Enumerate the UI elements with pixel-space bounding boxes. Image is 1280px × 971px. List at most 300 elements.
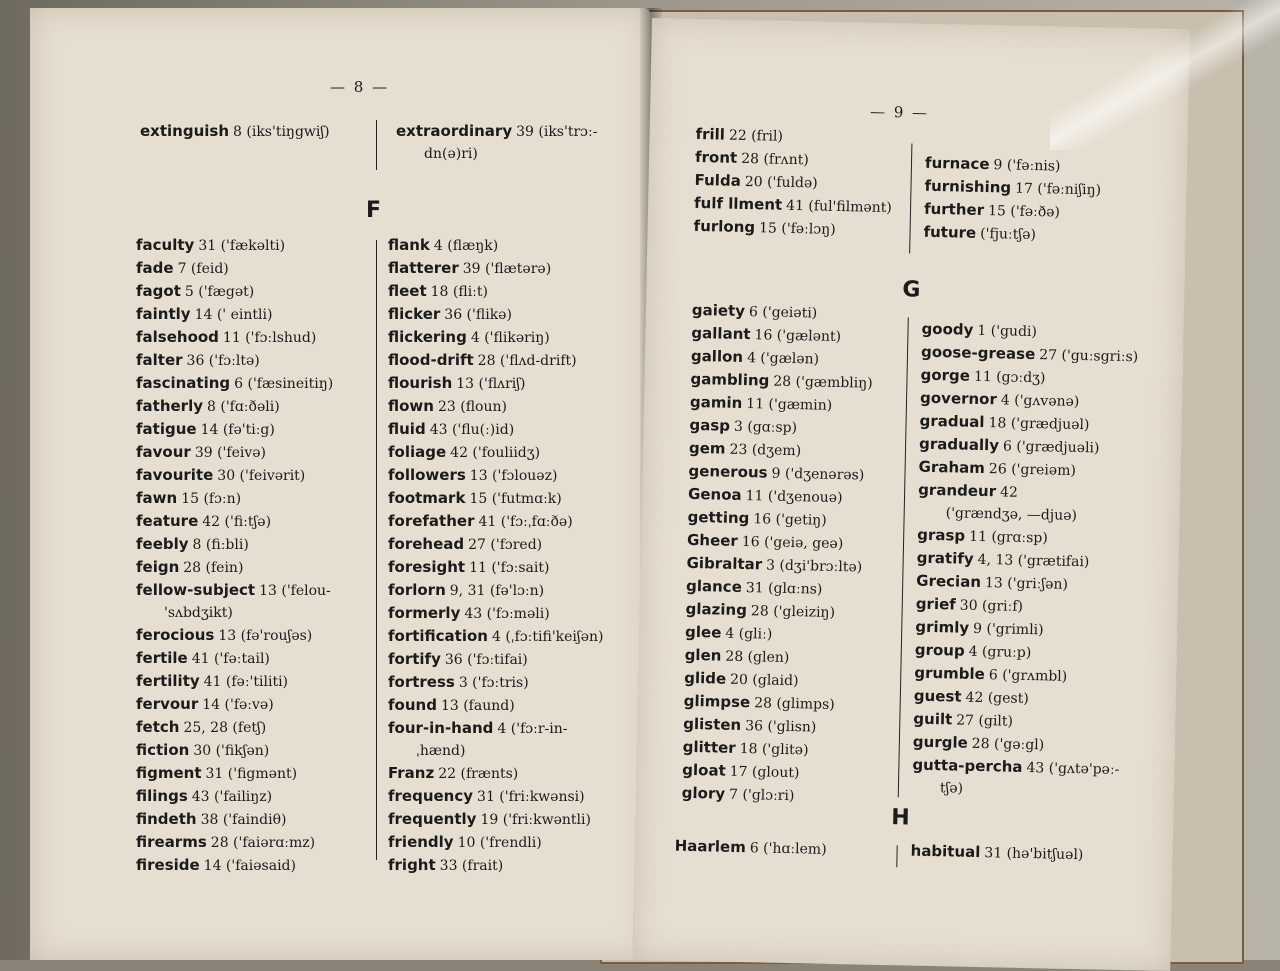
entry-headword: foresight: [388, 558, 466, 576]
dictionary-entry: [136, 579, 333, 624]
entry-pronunciation: 28 (fein): [183, 560, 244, 576]
entry-headword: feign: [136, 558, 180, 576]
entry-headword: forefather: [388, 512, 475, 530]
entry-continuation: 'sʌbdʒikt): [164, 605, 233, 621]
dictionary-entry: [388, 464, 628, 487]
dictionary-entry: [136, 716, 333, 739]
entry-pronunciation: 43 ('fɔːməli): [464, 606, 550, 622]
entry-headword: footmark: [388, 489, 466, 507]
entry-headword: fawn: [136, 489, 178, 507]
dictionary-entry: [136, 510, 333, 533]
entry-pronunciation: 39 (iks'trɔː-: [516, 124, 598, 140]
entry-headword: fade: [136, 259, 174, 277]
entry-headword: further: [923, 199, 985, 219]
entry-headword: flatterer: [388, 259, 459, 277]
entry-headword: fellow-subject: [136, 581, 256, 599]
entry-pronunciation: 11 (gɔːdʒ): [973, 368, 1046, 387]
entry-pronunciation: 26 ('greiəm): [988, 461, 1077, 479]
entry-pronunciation: 5 ('fægət): [184, 284, 255, 300]
f-entries-col1: [693, 123, 893, 242]
entry-headword: glance: [685, 576, 743, 597]
entry-headword: fatigue: [136, 420, 197, 438]
entry-pronunciation: 14 ('faiəsaid): [203, 858, 296, 874]
entry-pronunciation: 7 (feid): [177, 261, 229, 277]
entry-headword: gem: [688, 438, 726, 458]
entry-pronunciation: 42: [999, 484, 1019, 501]
entry-pronunciation: 31 ('fækəlti): [198, 238, 286, 254]
entry-headword: grimly: [915, 617, 970, 637]
entry-pronunciation: 33 (frait): [439, 858, 504, 874]
column-rule: [909, 143, 912, 253]
entry-headword: grumble: [914, 663, 986, 684]
entry-headword: Fulda: [694, 170, 741, 190]
entry-headword: formerly: [388, 604, 461, 622]
entry-pronunciation: 9 ('dʒenərəs): [771, 465, 865, 484]
dictionary-entry: [136, 441, 333, 464]
entry-pronunciation: 42 ('fouliidʒ): [450, 445, 541, 461]
section-letter-g: G: [902, 277, 921, 303]
entry-pronunciation: 14 ('fəːvə): [202, 697, 274, 713]
entry-headword: gallant: [691, 323, 751, 344]
entry-pronunciation: 23 (dʒem): [729, 441, 802, 460]
g-entries-col2: [912, 318, 1172, 804]
entry-pronunciation: 27 ('fɔred): [468, 537, 543, 553]
left-page: [30, 8, 650, 960]
entry-pronunciation: 4 ('fɔːr-in-: [497, 721, 568, 737]
entry-headword: fortress: [388, 673, 455, 691]
dictionary-entry: [388, 694, 628, 717]
entry-headword: Franz: [388, 764, 435, 782]
entry-pronunciation: 42 ('fiːtʃə): [202, 514, 272, 530]
entry-headword: forlorn: [388, 581, 446, 599]
dictionary-entry: [388, 785, 628, 808]
entry-pronunciation: 27 (gilt): [956, 712, 1014, 730]
dictionary-entry: [388, 854, 628, 877]
dictionary-entry: [388, 625, 628, 648]
entry-pronunciation: 43 ('gʌtə'pəː-: [1026, 760, 1120, 778]
dictionary-entry: [388, 418, 628, 441]
entry-headword: flourish: [388, 374, 453, 392]
entry-pronunciation: 3 ('fɔːtris): [458, 675, 529, 691]
entry-headword: extraordinary: [396, 122, 513, 140]
dictionary-entry: [674, 835, 826, 861]
dictionary-entry: [388, 303, 628, 326]
entry-headword: fortification: [388, 627, 488, 645]
entry-headword: future: [923, 222, 977, 242]
entry-pronunciation: 6 ('grʌmbl): [988, 667, 1068, 685]
entry-headword: faintly: [136, 305, 191, 323]
entry-headword: favour: [136, 443, 191, 461]
entry-headword: fright: [388, 856, 436, 874]
entry-pronunciation: 13 ('griːʃən): [984, 575, 1069, 593]
entry-pronunciation: 9 ('grimli): [972, 620, 1044, 639]
entry-headword: fertile: [136, 649, 188, 667]
entry-pronunciation: 13 (faund): [440, 698, 515, 714]
page-number: — 9 —: [869, 102, 930, 122]
dictionary-entry: [388, 441, 628, 464]
entry-pronunciation: 11 ('dʒenouə): [745, 488, 843, 507]
entry-pronunciation: 28 (frʌnt): [740, 150, 809, 169]
entry-pronunciation: 43 ('flu(ː)id): [429, 422, 515, 438]
entry-pronunciation: 15 ('fəːlɔŋ): [758, 220, 836, 238]
entry-pronunciation: 31 ('friːkwənsi): [477, 789, 585, 805]
entry-pronunciation: 13 ('fɔlouəz): [469, 468, 558, 484]
light-glare: [1050, 0, 1280, 150]
entry-headword: furlong: [693, 216, 756, 237]
entry-headword: gradual: [919, 411, 985, 432]
entry-pronunciation: 3 (dʒi'brɔːltə): [765, 557, 863, 576]
dictionary-entry: [388, 280, 628, 303]
dictionary-entry: [136, 303, 333, 326]
entry-pronunciation: 41 ('fəːtail): [191, 651, 270, 667]
dictionary-entry: [910, 840, 1083, 867]
entry-pronunciation: 28 ('gəːgl): [971, 735, 1045, 754]
entry-headword: filings: [136, 787, 188, 805]
h-entries-col1: [674, 835, 826, 861]
entry-pronunciation: 9, 31 (fə'lɔːn): [449, 583, 545, 599]
entry-headword: frequency: [388, 787, 474, 805]
dictionary-entry: [388, 556, 628, 579]
entry-pronunciation: 36 ('glisn): [745, 718, 817, 736]
dictionary-entry: [136, 808, 333, 831]
column-rule: [376, 240, 377, 860]
dictionary-entry: [136, 418, 333, 441]
entry-pronunciation: 3 (gɑːsp): [733, 418, 798, 437]
dictionary-entry: [136, 556, 333, 579]
entry-headword: grandeur: [917, 480, 997, 501]
dictionary-entry: [136, 624, 333, 647]
dictionary-entry: [388, 326, 628, 349]
entry-headword: gratify: [916, 548, 974, 568]
entry-headword: fluid: [388, 420, 426, 438]
dictionary-entry: [388, 395, 628, 418]
dictionary-entry: [388, 602, 628, 625]
dictionary-entry: [136, 739, 333, 762]
entry-headword: fertility: [136, 672, 200, 690]
dictionary-entry: [136, 647, 333, 670]
entry-headword: glitter: [682, 737, 736, 757]
entry-continuation: ('grændʒə, —djuə): [945, 505, 1078, 525]
entry-pronunciation: 15 (fɔːn): [181, 491, 242, 507]
dictionary-entry: [388, 831, 628, 854]
entry-headword: Gheer: [686, 530, 739, 550]
dictionary-entry: [136, 257, 333, 280]
entry-headword: gallon: [690, 346, 744, 366]
entry-headword: flown: [388, 397, 434, 415]
entry-continuation: tʃə): [939, 780, 964, 797]
top-entries-col1: [140, 120, 330, 143]
entry-pronunciation: 20 (glaid): [729, 671, 799, 690]
column-rule: [896, 845, 897, 867]
entry-pronunciation: 14 (' eintli): [194, 307, 273, 323]
entry-headword: firearms: [136, 833, 207, 851]
entry-pronunciation: 7 ('glɔːri): [728, 786, 795, 805]
dictionary-entry: [140, 120, 330, 143]
entry-pronunciation: 43 ('failiŋz): [191, 789, 273, 805]
entry-headword: flicker: [388, 305, 441, 323]
entry-pronunciation: 8 ('fɑːðəli): [207, 399, 280, 415]
entry-pronunciation: 4 ('flikəriŋ): [470, 330, 550, 346]
entry-headword: findeth: [136, 810, 197, 828]
dictionary-entry: [388, 487, 628, 510]
dictionary-entry: [388, 510, 628, 533]
entry-headword: gradually: [918, 434, 1000, 455]
entry-headword: flood-drift: [388, 351, 474, 369]
entry-headword: fatherly: [136, 397, 203, 415]
dictionary-entry: [136, 533, 333, 556]
entry-headword: habitual: [910, 841, 981, 862]
dictionary-entry: [396, 120, 616, 165]
entry-pronunciation: 6 ('fæsineitiŋ): [234, 376, 334, 392]
entry-headword: gaiety: [691, 300, 746, 321]
entry-pronunciation: 10 ('frendli): [457, 835, 542, 851]
entry-pronunciation: 18 ('glitə): [739, 740, 809, 759]
dictionary-entry: [136, 831, 333, 854]
entry-headword: fiction: [136, 741, 190, 759]
entry-headword: governor: [919, 388, 998, 409]
entry-pronunciation: 4 ('gʌvənə): [1000, 392, 1080, 411]
entry-pronunciation: 11 ('fɔːsait): [469, 560, 550, 576]
dictionary-entry: [388, 349, 628, 372]
entry-headword: faculty: [136, 236, 195, 254]
dictionary-entry: [388, 579, 628, 602]
entry-pronunciation: 42 (gest): [965, 689, 1029, 708]
entry-headword: flickering: [388, 328, 467, 346]
dictionary-entry: [388, 762, 628, 785]
entry-pronunciation: 11 ('gæmin): [746, 396, 833, 414]
dictionary-entry: [136, 487, 333, 510]
entry-pronunciation: 4 (flæŋk): [433, 238, 499, 254]
dictionary-entry: [388, 717, 628, 762]
dictionary-entry: [388, 671, 628, 694]
entry-headword: furnace: [924, 153, 990, 174]
entry-headword: guilt: [913, 709, 953, 729]
entry-pronunciation: 28 ('faiərɑːmz): [210, 835, 316, 851]
dictionary-entry: [388, 234, 628, 257]
dictionary-entry: [682, 782, 865, 809]
entry-headword: feature: [136, 512, 199, 530]
entry-pronunciation: 4 (gliː): [725, 625, 773, 643]
entry-headword: glazing: [685, 599, 748, 620]
entry-pronunciation: 13 ('felou-: [259, 583, 331, 599]
entry-pronunciation: 16 ('gælənt): [754, 327, 842, 346]
entry-continuation: dn(ə)ri): [424, 146, 478, 162]
entry-pronunciation: 16 ('geiə, geə): [741, 533, 844, 553]
dictionary-entry: [912, 754, 1163, 804]
entry-pronunciation: 28 ('flʌd-drift): [477, 353, 577, 369]
entry-pronunciation: 9 ('fəːnis): [993, 157, 1061, 175]
entry-pronunciation: 18 (fliːt): [430, 284, 488, 300]
entry-pronunciation: 6 ('grædjuəli): [1002, 438, 1100, 457]
g-entries-col1: [682, 299, 875, 809]
entry-pronunciation: 1 ('gudi): [977, 322, 1038, 341]
dictionary-entry: [388, 533, 628, 556]
entry-pronunciation: 27 ('guːsgriːs): [1039, 347, 1139, 366]
entry-headword: falsehood: [136, 328, 219, 346]
entry-pronunciation: 41 (ful'filmənt): [785, 197, 893, 217]
entry-pronunciation: 4, 13 ('grætifai): [977, 551, 1090, 571]
entry-headword: feebly: [136, 535, 189, 553]
entry-pronunciation: 41 (fəː'tiliti): [203, 674, 289, 690]
entry-headword: gurgle: [912, 732, 968, 752]
dictionary-entry: [136, 372, 333, 395]
column-rule: [898, 317, 909, 797]
entry-headword: Graham: [918, 457, 986, 478]
entry-headword: fervour: [136, 695, 199, 713]
entry-headword: goody: [921, 319, 974, 339]
entry-pronunciation: 20 ('fuldə): [744, 173, 818, 192]
entry-headword: gambling: [690, 369, 770, 390]
entry-headword: gamin: [689, 392, 743, 412]
dictionary-entry: [136, 280, 333, 303]
entry-headword: fetch: [136, 718, 180, 736]
entry-pronunciation: 4 (gruːp): [968, 643, 1032, 662]
entries-col1: [136, 234, 333, 877]
entry-headword: four-in-hand: [388, 719, 494, 737]
entry-pronunciation: 30 ('feivərit): [217, 468, 306, 484]
top-entries-col2: [396, 120, 616, 165]
entry-headword: furnishing: [924, 176, 1012, 197]
entry-pronunciation: 36 ('fɔːltə): [186, 353, 260, 369]
entry-pronunciation: 17 (glout): [729, 763, 800, 782]
entry-pronunciation: 28 (glimps): [754, 695, 835, 713]
dictionary-entry: [136, 762, 333, 785]
entry-pronunciation: 13 ('flʌriʃ): [456, 376, 526, 392]
entry-headword: goose-grease: [920, 342, 1036, 364]
entry-headword: grief: [915, 594, 956, 614]
entry-headword: guest: [913, 686, 962, 706]
entry-pronunciation: 16 ('getiŋ): [753, 511, 827, 529]
entry-headword: getting: [687, 507, 750, 528]
entry-pronunciation: 19 ('friːkwəntli): [480, 812, 591, 828]
dictionary-entry: [388, 257, 628, 280]
entry-pronunciation: 15 ('fəːðə): [987, 203, 1061, 221]
entry-headword: Gibraltar: [686, 553, 763, 574]
entries-col2: [388, 234, 628, 877]
entry-pronunciation: 39 ('feivə): [194, 445, 266, 461]
column-rule: [376, 120, 377, 170]
entry-headword: falter: [136, 351, 183, 369]
entry-headword: followers: [388, 466, 466, 484]
entry-headword: forehead: [388, 535, 465, 553]
dictionary-entry: [136, 326, 333, 349]
entry-headword: gorge: [920, 365, 971, 385]
dictionary-entry: [923, 221, 1100, 248]
entry-headword: favourite: [136, 466, 214, 484]
entry-pronunciation: 4 (ˌfɔːtifi'keiʃən): [491, 629, 604, 645]
entry-pronunciation: ('fjuːtʃə): [980, 225, 1037, 244]
entry-headword: Haarlem: [674, 836, 746, 857]
entry-headword: group: [914, 640, 965, 660]
entry-pronunciation: 36 ('fɔːtifai): [444, 652, 528, 668]
entry-pronunciation: 15 ('futmɑːk): [469, 491, 562, 507]
entry-headword: glide: [684, 668, 727, 688]
entry-headword: fagot: [136, 282, 181, 300]
h-entries-col2: [910, 840, 1083, 867]
entry-headword: gloat: [682, 760, 726, 780]
entry-pronunciation: 31 (glɑːns): [745, 580, 823, 598]
entry-pronunciation: 17 ('fəːniʃiŋ): [1014, 180, 1102, 199]
entry-pronunciation: 11 (grɑːsp): [968, 528, 1048, 547]
f-entries-col2: [923, 152, 1101, 248]
entry-pronunciation: 39 ('flætərə): [462, 261, 552, 277]
entry-headword: fleet: [388, 282, 427, 300]
entry-headword: grasp: [917, 525, 966, 545]
entry-pronunciation: 25, 28 (fetʃ): [183, 720, 267, 736]
entry-headword: glen: [684, 645, 722, 665]
entry-headword: glimpse: [683, 691, 751, 712]
entry-headword: glisten: [683, 714, 742, 735]
entry-headword: frill: [695, 124, 726, 144]
entry-pronunciation: 28 ('gæmbliŋ): [773, 373, 873, 392]
entry-headword: ferocious: [136, 626, 215, 644]
entry-pronunciation: 11 ('fɔːlshud): [222, 330, 317, 346]
entry-headword: fulf llment: [693, 193, 783, 214]
section-letter-h: H: [891, 805, 910, 831]
entry-headword: Genoa: [687, 484, 742, 504]
entry-headword: glee: [684, 622, 722, 642]
right-page: [632, 18, 1190, 971]
entry-headword: extinguish: [140, 122, 230, 140]
entry-headword: fortify: [388, 650, 441, 668]
dictionary-entry: [693, 215, 891, 242]
entry-headword: friendly: [388, 833, 454, 851]
entry-headword: frequently: [388, 810, 477, 828]
dictionary-entry: [136, 670, 333, 693]
section-letter: F: [366, 198, 382, 223]
entry-pronunciation: 22 (frænts): [438, 766, 519, 782]
entry-pronunciation: 6 ('hɑːlem): [749, 840, 827, 858]
entry-headword: fascinating: [136, 374, 231, 392]
entry-pronunciation: 8 (fiːbli): [192, 537, 249, 553]
entry-pronunciation: 41 ('fɔːˌfɑːðə): [478, 514, 573, 530]
entry-pronunciation: 6 ('geiəti): [748, 304, 818, 322]
entry-pronunciation: 22 (fril): [728, 127, 784, 145]
entry-pronunciation: 38 ('faindiθ): [200, 812, 287, 828]
entry-continuation: ˌhænd): [416, 743, 466, 759]
entry-pronunciation: 28 ('gleiziŋ): [750, 603, 836, 621]
entry-headword: front: [694, 147, 738, 167]
entry-pronunciation: 23 (floun): [437, 399, 507, 415]
dictionary-entry: [136, 349, 333, 372]
entry-pronunciation: 8 (iks'tiŋgwiʃ): [233, 124, 330, 140]
entry-headword: flank: [388, 236, 430, 254]
dictionary-entry: [136, 693, 333, 716]
entry-headword: found: [388, 696, 437, 714]
entry-headword: foliage: [388, 443, 447, 461]
entry-headword: generous: [688, 461, 768, 482]
entry-pronunciation: 14 (fə'tiːg): [200, 422, 275, 438]
entry-pronunciation: 28 (glen): [725, 648, 790, 667]
dictionary-entry: [136, 395, 333, 418]
entry-pronunciation: 18 ('grædjuəl): [988, 415, 1090, 434]
dictionary-entry: [136, 234, 333, 257]
entry-pronunciation: 13 (fə'rouʃəs): [218, 628, 313, 644]
entry-headword: glory: [681, 783, 726, 803]
entry-headword: gutta-percha: [912, 755, 1023, 776]
entry-pronunciation: 30 ('fikʃən): [193, 743, 270, 759]
entry-pronunciation: 30 (griːf): [959, 597, 1024, 615]
entry-headword: figment: [136, 764, 202, 782]
dictionary-entry: [388, 808, 628, 831]
entry-headword: fireside: [136, 856, 200, 874]
entry-headword: gasp: [689, 415, 731, 435]
page-number: — 8 —: [330, 78, 390, 96]
entry-pronunciation: 31 ('figmənt): [205, 766, 298, 782]
dictionary-entry: [136, 464, 333, 487]
entry-headword: Grecian: [916, 571, 982, 592]
dictionary-entry: [917, 479, 1168, 529]
